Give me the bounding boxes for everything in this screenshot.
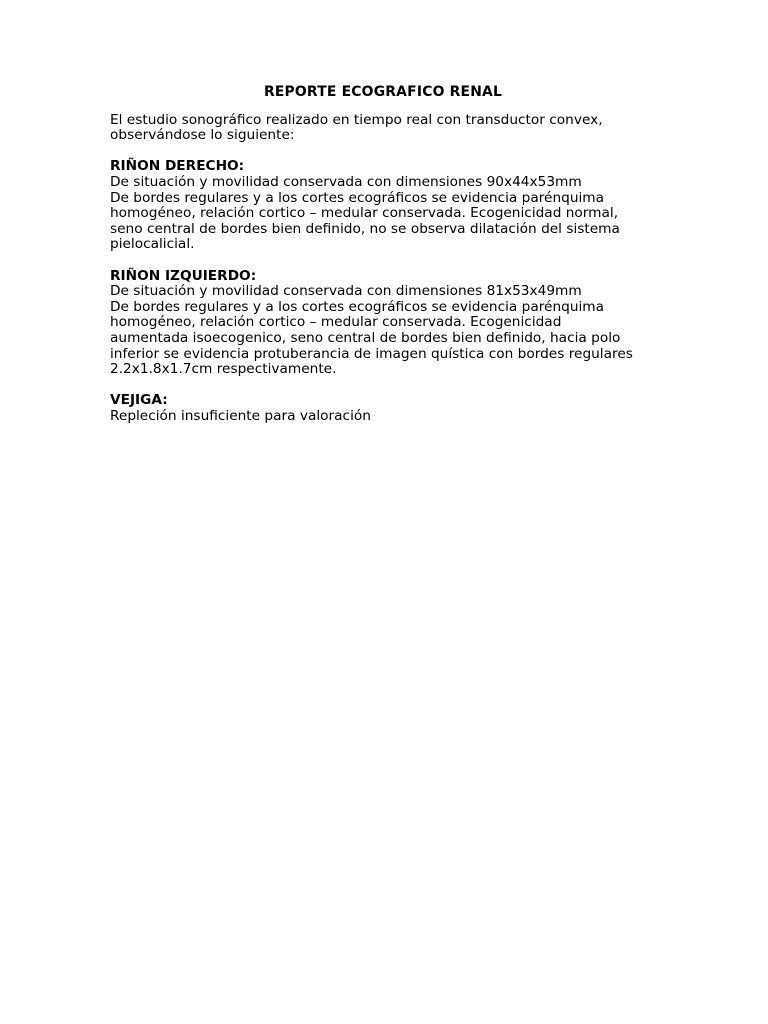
right-kidney-section [110,159,656,253]
bladder-findings: Repleción insuficiente para valoración [110,407,371,424]
bladder-heading: VEJIGA: [110,392,168,409]
left-kidney-section [110,269,656,378]
bladder-section [110,393,656,424]
left-kidney-heading: RIÑON IZQUIERDO: [110,267,257,284]
left-kidney-findings: De bordes regulares y a los cortes ecográficos se evidencia parénquima homogéneo, relación cortico – medular conservada. Ecogenicidad aumentada isoecogenico, seno central de bordes bien definido, hacia polo inferior se evidencia protuberancia de imagen quística con bordes regulares 2.2x1.8x1.7cm respectivamente. [110,298,633,378]
right-kidney-findings: De bordes regulares y a los cortes ecográficos se evidencia parénquima homogéneo, relación cortico – medular conservada. Ecogenicidad normal, seno central de bordes bien definido, no se observa dilatación del sistema pielocalicial. [110,189,620,253]
right-kidney-dimensions: De situación y movilidad conservada con dimensiones 90x44x53mm [110,173,582,190]
report-title: REPORTE ECOGRAFICO RENAL [263,84,503,100]
left-kidney-dimensions: De situación y movilidad conservada con dimensiones 81x53x49mm [110,283,582,300]
intro-paragraph: El estudio sonográfico realizado en tiempo real con transductor convex, observándose lo siguiente: [110,111,603,144]
right-kidney-heading: RIÑON DERECHO: [110,158,245,175]
report-body [110,85,656,424]
